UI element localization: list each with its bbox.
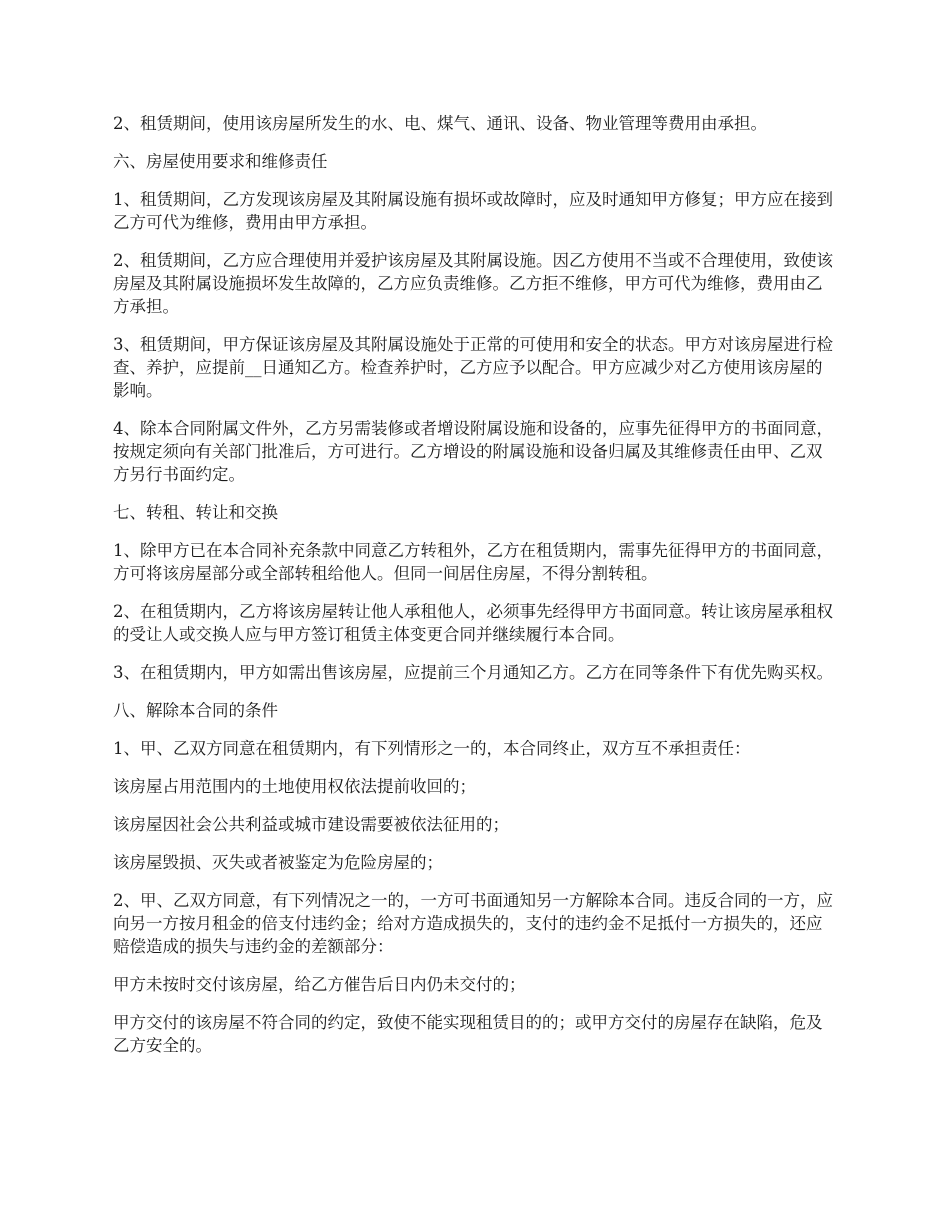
paragraph-7-1: 1、除甲方已在本合同补充条款中同意乙方转租外，乙方在租赁期内，需事先征得甲方的书面同意，方可将该房屋部分或全部转租给他人。但同一间居住房屋，不得分割转租。 [113, 541, 833, 583]
paragraph-6-3: 3、租赁期间，甲方保证该房屋及其附属设施处于正常的可使用和安全的状态。甲方对该房屋进行检查、养护，应提前__日通知乙方。检查养护时，乙方应予以配合。甲方应减少对乙方使用该房屋的影响。 [113, 335, 833, 400]
paragraph-6-2: 2、租赁期间，乙方应合理使用并爱护该房屋及其附属设施。因乙方使用不当或不合理使用，致使该房屋及其附属设施损坏发生故障的，乙方应负责维修。乙方拒不维修，甲方可代为维修，费用由乙方承担。 [113, 251, 833, 316]
paragraph-8-1: 1、甲、乙双方同意在租赁期内，有下列情形之一的，本合同终止，双方互不承担责任： [113, 739, 751, 758]
section-heading-8: 八、解除本合同的条件 [113, 701, 278, 720]
paragraph-6-4: 4、除本合同附属文件外，乙方另需装修或者增设附属设施和设备的，应事先征得甲方的书面同意，按规定须向有关部门批准后，方可进行。乙方增设的附属设施和设备归属及其维修责任由甲、乙双方另行书面约定。 [113, 419, 833, 484]
list-item-expropriated: 该房屋因社会公共利益或城市建设需要被依法征用的； [113, 815, 509, 834]
list-item-nonconforming-house: 甲方交付的该房屋不符合同的约定，致使不能实现租赁目的的；或甲方交付的房屋存在缺陷，危及乙方安全的。 [113, 1013, 823, 1055]
list-item-late-delivery: 甲方未按时交付该房屋，给乙方催告后日内仍未交付的； [113, 975, 526, 994]
paragraph-utilities-fees: 2、租赁期间，使用该房屋所发生的水、电、煤气、通讯、设备、物业管理等费用由承担。 [113, 114, 767, 133]
paragraph-8-2: 2、甲、乙双方同意，有下列情况之一的，一方可书面通知另一方解除本合同。违反合同的一方，应向另一方按月租金的倍支付违约金；给对方造成损失的，支付的违约金不足抵付一方损失的，还应赔偿造成的损失与违约金的差额部分： [113, 891, 833, 956]
list-item-land-reclaimed: 该房屋占用范围内的土地使用权依法提前收回的； [113, 777, 476, 796]
section-heading-7: 七、转租、转让和交换 [113, 503, 278, 522]
paragraph-7-2: 2、在租赁期内，乙方将该房屋转让他人承租他人，必须事先经得甲方书面同意。转让该房屋承租权的受让人或交换人应与甲方签订租赁主体变更合同并继续履行本合同。 [113, 602, 833, 644]
paragraph-6-1: 1、租赁期间，乙方发现该房屋及其附属设施有损坏或故障时，应及时通知甲方修复；甲方应在接到乙方可代为维修，费用由甲方承担。 [113, 190, 833, 232]
section-heading-6: 六、房屋使用要求和维修责任 [113, 152, 328, 171]
list-item-dangerous-house: 该房屋毁损、灭失或者被鉴定为危险房屋的； [113, 853, 443, 872]
document-page [113, 112, 838, 1072]
paragraph-7-3: 3、在租赁期内，甲方如需出售该房屋，应提前三个月通知乙方。乙方在同等条件下有优先购买权。 [113, 663, 833, 682]
